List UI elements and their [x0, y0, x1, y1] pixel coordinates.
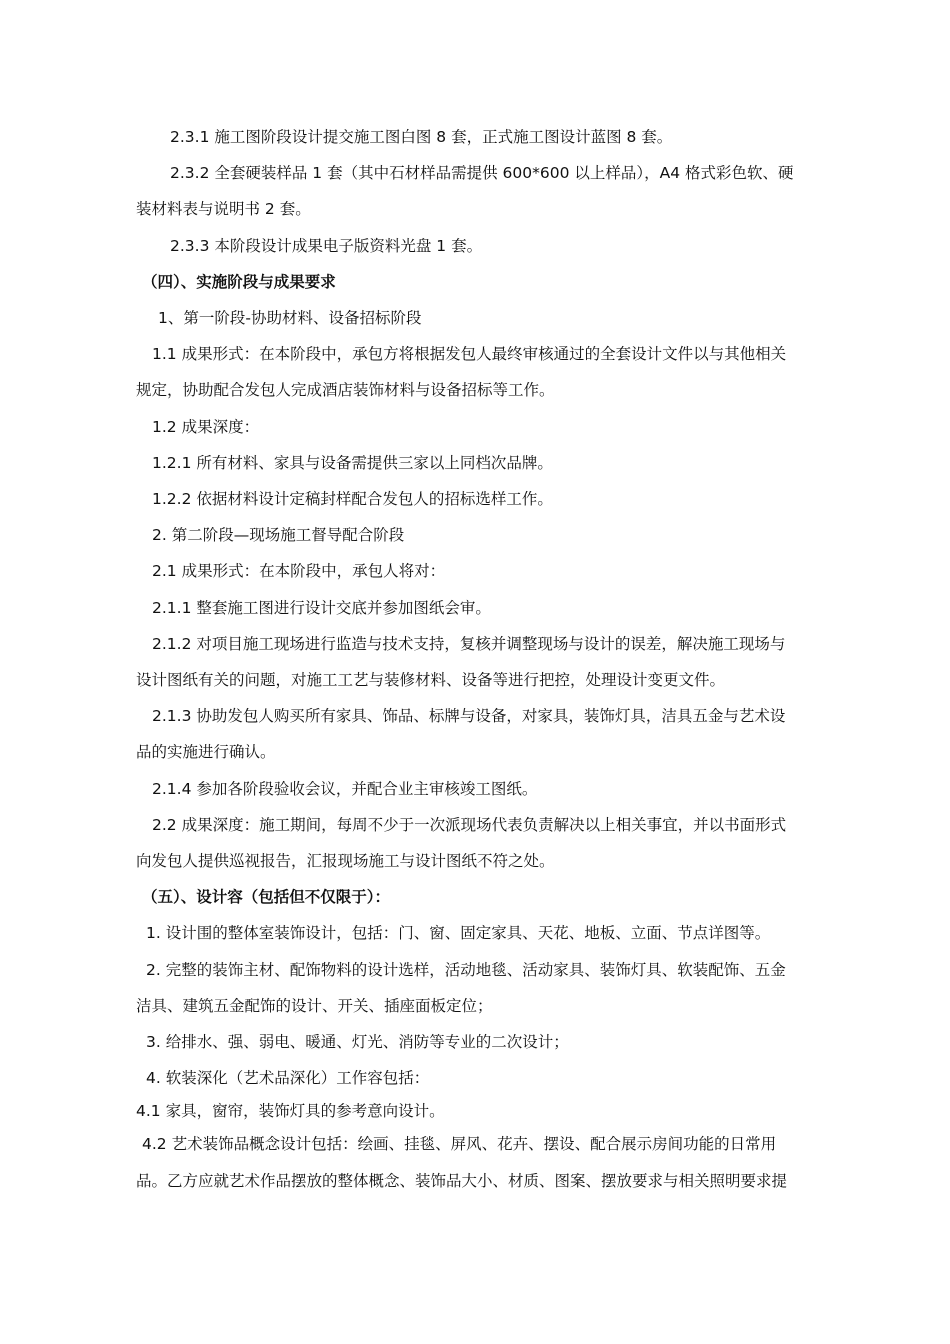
paragraph-2-1-1: 2.1.1 整套施工图进行设计交底并参加图纸会审。 [152, 598, 491, 617]
paragraph-1-2-1: 1.2.1 所有材料、家具与设备需提供三家以上同档次品牌。 [152, 453, 553, 472]
paragraph-1-1-cont: 规定，协助配合发包人完成酒店装饰材料与设备招标等工作。 [136, 381, 555, 400]
paragraph-design-2-cont: 洁具、建筑五金配饰的设计、开关、插座面板定位； [136, 996, 493, 1015]
paragraph-2-1-2: 2.1.2 对项目施工现场进行监造与技术支持，复核并调整现场与设计的误差，解决施工现场与 [152, 634, 786, 653]
document-body [136, 119, 846, 1199]
section-heading-4: （四）、实施阶段与成果要求 [142, 272, 336, 291]
paragraph-2-3-2-cont: 装材料表与说明书 2 套。 [136, 200, 311, 219]
paragraph-1-1: 1.1 成果形式：在本阶段中，承包方将根据发包人最终审核通过的全套设计文件以与其他相关 [152, 345, 787, 364]
paragraph-1-2: 1.2 成果深度： [152, 417, 260, 436]
paragraph-1-2-2: 1.2.2 依据材料设计定稿封样配合发包人的招标选样工作。 [152, 490, 553, 509]
paragraph-design-1: 1. 设计围的整体室装饰设计，包括：门、窗、固定家具、天花、地板、立面、节点详图等。 [146, 924, 771, 943]
paragraph-design-2: 2. 完整的装饰主材、配饰物料的设计选样，活动地毯、活动家具、装饰灯具、软装配饰、五金 [146, 960, 786, 979]
paragraph-stage-2: 2. 第二阶段—现场施工督导配合阶段 [152, 526, 405, 545]
paragraph-design-3: 3. 给排水、强、弱电、暖通、灯光、消防等专业的二次设计； [146, 1033, 569, 1052]
paragraph-4-2-cont: 品。乙方应就艺术作品摆放的整体概念、装饰品大小、材质、图案、摆放要求与相关照明要求提 [136, 1171, 788, 1190]
paragraph-4-1: 4.1 家具，窗帘，装饰灯具的参考意向设计。 [136, 1102, 445, 1121]
section-heading-5: （五）、设计容（包括但不仅限于）： [142, 888, 391, 907]
paragraph-2-3-1: 2.3.1 施工图阶段设计提交施工图白图 8 套，正式施工图设计蓝图 8 套。 [170, 128, 673, 146]
paragraph-2-3-2: 2.3.2 全套硬装样品 1 套（其中石材样品需提供 600*600 以上样品），A4 格式彩色软、硬 [170, 164, 794, 183]
paragraph-2-1-2-cont: 设计图纸有关的问题，对施工工艺与装修材料、设备等进行把控，处理设计变更文件。 [136, 671, 726, 690]
paragraph-4-2: 4.2 艺术装饰品概念设计包括：绘画、挂毯、屏风、花卉、摆设、配合展示房间功能的日常用 [142, 1135, 777, 1154]
paragraph-2-1-4: 2.1.4 参加各阶段验收会议，并配合业主审核竣工图纸。 [152, 779, 538, 798]
paragraph-2-3-3: 2.3.3 本阶段设计成果电子版资料光盘 1 套。 [170, 236, 483, 255]
paragraph-2-2-cont: 向发包人提供巡视报告，汇报现场施工与设计图纸不符之处。 [136, 852, 555, 871]
paragraph-2-2: 2.2 成果深度：施工期间，每周不少于一次派现场代表负责解决以上相关事宜，并以书面形式 [152, 815, 787, 834]
paragraph-2-1-3: 2.1.3 协助发包人购买所有家具、饰品、标牌与设备，对家具，装饰灯具，洁具五金与艺术设 [152, 707, 786, 726]
paragraph-2-1-3-cont: 品的实施进行确认。 [136, 743, 276, 762]
paragraph-2-1: 2.1 成果形式：在本阶段中，承包人将对： [152, 562, 446, 581]
paragraph-stage-1: 1、第一阶段-协助材料、设备招标阶段 [158, 309, 422, 328]
paragraph-design-4: 4. 软装深化（艺术品深化）工作容包括： [146, 1069, 430, 1088]
